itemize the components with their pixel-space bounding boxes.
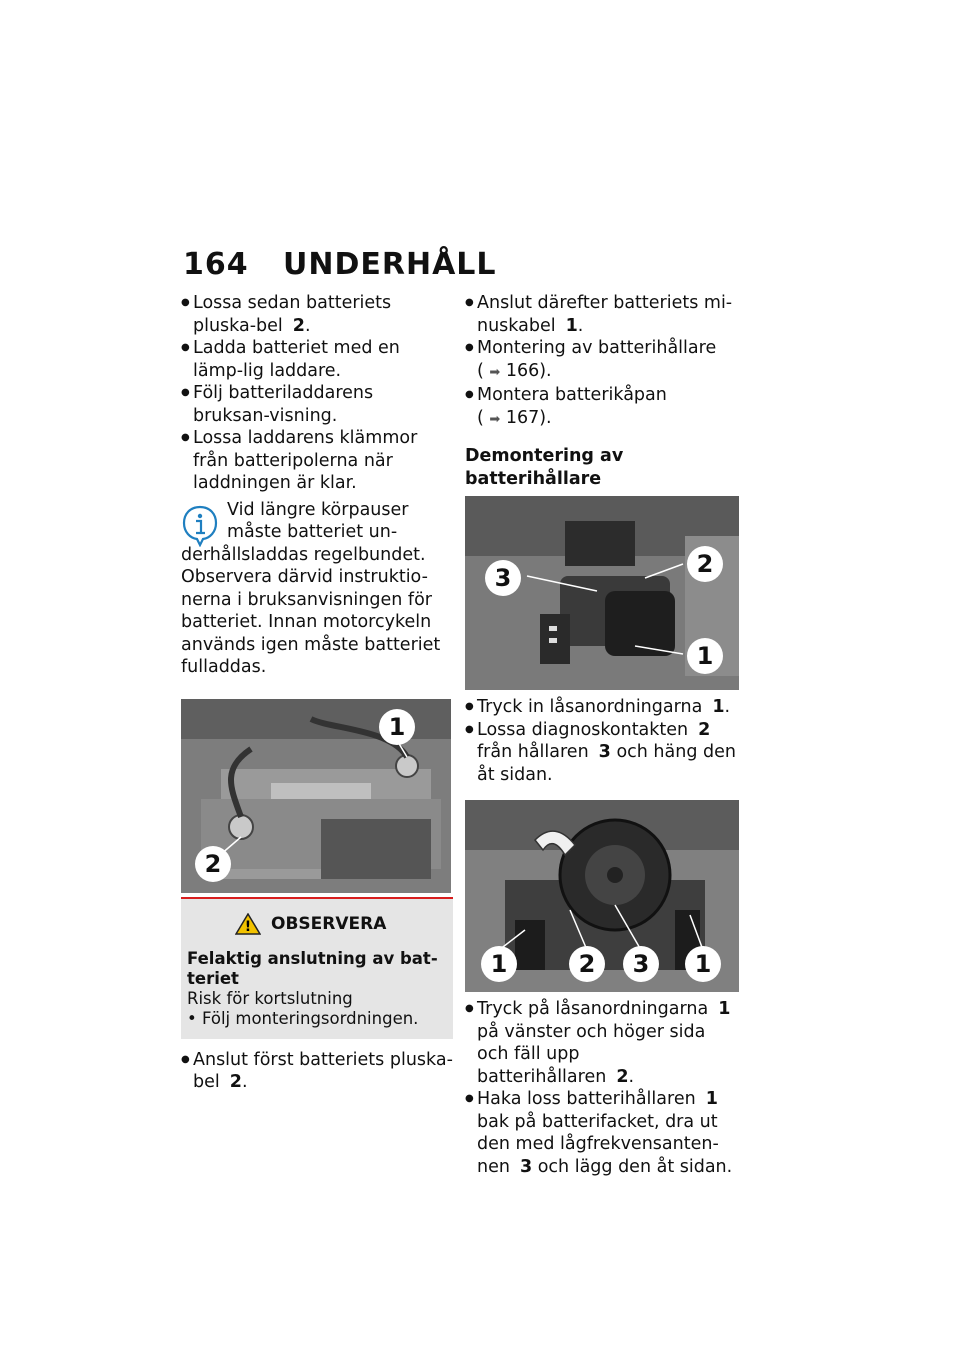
list-item: ● Lossa sedan batteriets pluska-bel 2. — [181, 292, 453, 337]
list-item: ● Anslut därefter batteriets mi-nuskabel 1. — [465, 292, 740, 337]
list-item: ● Montering av batterihållare ( ➡ 166). — [465, 337, 740, 384]
list-item: ● Montera batterikåpan ( ➡ 167). — [465, 384, 740, 431]
list-item: ● Lossa laddarens klämmor från batteripolerna när laddningen är klar. — [181, 427, 453, 495]
note-text: derhållsladdas regelbundet. Observera därvid instruktio-nerna i bruksanvisningen för batteriet. Innan motorcykeln används igen måste batteriet fulladdas. — [181, 544, 441, 677]
warning-title: OBSERVERA — [271, 913, 387, 934]
callout-2: 2 — [696, 550, 714, 578]
list-item: ● Haka loss batterihållaren 1 bak på batterifacket, dra ut den med lågfrekvensanten-nen 3 och lägg den åt sidan. — [465, 1088, 740, 1178]
list-item: ● Lossa diagnoskontakten 2 från hållaren 3 och häng den åt sidan. — [465, 719, 740, 787]
callout-1: 1 — [388, 712, 406, 741]
right-column — [465, 292, 740, 1178]
list-item: ● Följ batteriladdarens bruksan-visning. — [181, 382, 453, 427]
battery-photo — [181, 699, 451, 893]
left-column — [181, 292, 453, 1094]
page-number: 164 — [183, 247, 249, 282]
note-text-first: Vid längre körpauser måste batteriet un- — [227, 499, 409, 542]
holder-removal-photo — [465, 800, 739, 992]
callout-1: 1 — [696, 642, 714, 670]
list-item: ● Ladda batteriet med en lämp-lig laddare. — [181, 337, 453, 382]
warning-line: • Följ monteringsordningen. — [187, 1008, 419, 1028]
arrow-right-icon: ➡ — [489, 364, 501, 380]
list-item: ● Anslut först batteriets pluska-bel 2. — [181, 1049, 453, 1094]
info-icon — [181, 505, 219, 547]
callout-2: 2 — [578, 950, 596, 978]
list-item: ● Tryck på låsanordningarna 1 på vänster och höger sida och fäll upp batterihållaren 2. — [465, 998, 740, 1088]
arrow-right-icon: ➡ — [489, 411, 501, 427]
callout-1: 1 — [694, 950, 712, 978]
svg-text:!: ! — [244, 918, 252, 935]
callout-3: 3 — [632, 950, 650, 978]
warning-heading: Felaktig anslutning av bat-teriet — [187, 948, 438, 988]
callout-1: 1 — [490, 950, 508, 978]
warning-icon — [235, 913, 261, 935]
info-note — [181, 499, 453, 679]
battery-holder-photo — [465, 496, 739, 690]
page-title: UNDERHÅLL — [283, 247, 497, 282]
warning-box — [181, 897, 453, 1039]
section-heading: Demontering av batterihållare — [465, 446, 624, 489]
list-item: ● Tryck in låsanordningarna 1. — [465, 696, 740, 719]
warning-line: Risk för kortslutning — [187, 988, 353, 1008]
callout-3: 3 — [494, 564, 512, 592]
page-header — [183, 247, 497, 282]
callout-2: 2 — [204, 849, 222, 878]
